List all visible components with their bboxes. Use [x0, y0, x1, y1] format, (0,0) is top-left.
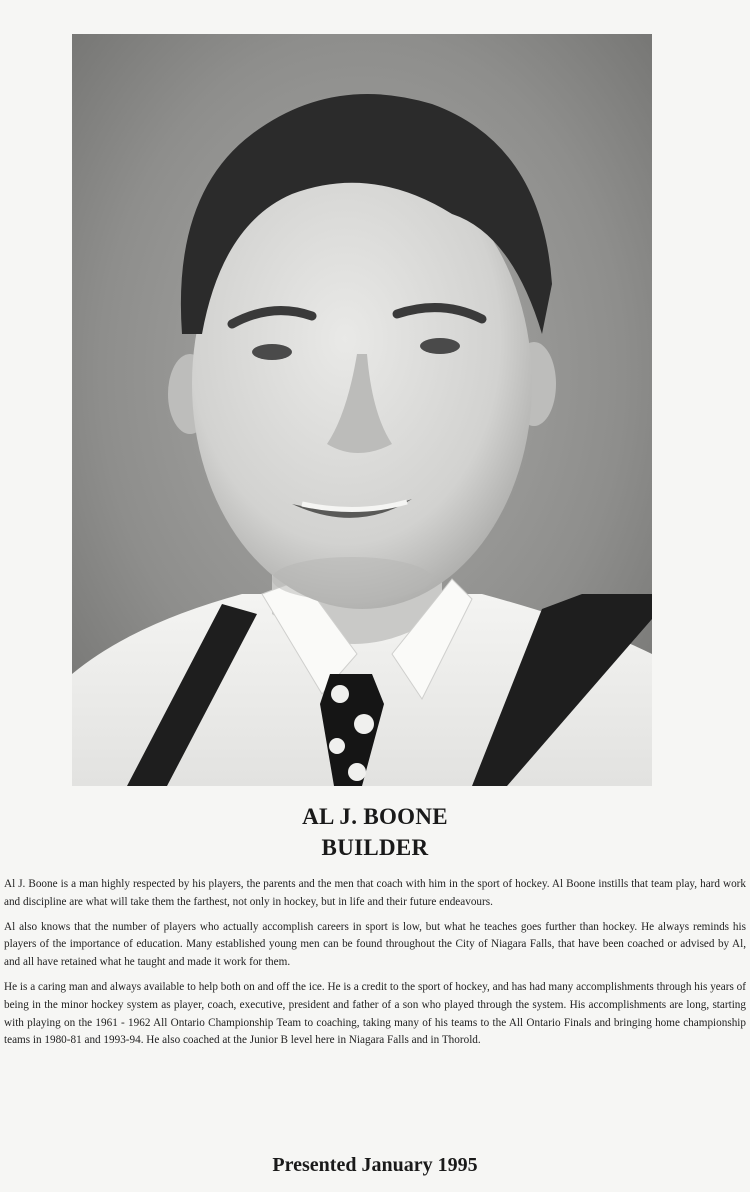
bio-paragraph: Al also knows that the number of players who actually accomplish careers in sport is low, but what he teaches goes further than hockey. He always reminds his players of the importance of education. Many established young men can be found throughout the City of Niagara Falls, that have been coached or advised by Al, and all have retained what he taught and made it work for them. [4, 920, 746, 969]
portrait-photo [72, 34, 652, 786]
biography [4, 876, 746, 1057]
inductee-name: AL J. BOONE [302, 804, 448, 829]
portrait-illustration [72, 34, 652, 786]
bio-paragraph: He is a caring man and always available to help both on and off the ice. He is a credit to the sport of hockey, and has had many accomplishments through his years of being in the minor hockey system as player, coach, executive, president and father of a son who played through the system. His accomplishments are long, starting with playing on the 1961 - 1962 All Ontario Championship Team to coaching, taking many of his teams to the All Ontario Finals and bringing home championship teams in 1980-81 and 1993-94. He also coached at the Junior B level here in Niagara Falls and in Thorold. [4, 980, 746, 1047]
inductee-category: BUILDER [321, 835, 429, 860]
bio-paragraph: Al J. Boone is a man highly respected by his players, the parents and the men that coach with him in the sport of hockey. Al Boone instills that team play, hard work and discipline are what will take them the farthest, not only in hockey, but in life and their future endeavours. [4, 878, 746, 908]
presented-date: Presented January 1995 [272, 1154, 478, 1176]
